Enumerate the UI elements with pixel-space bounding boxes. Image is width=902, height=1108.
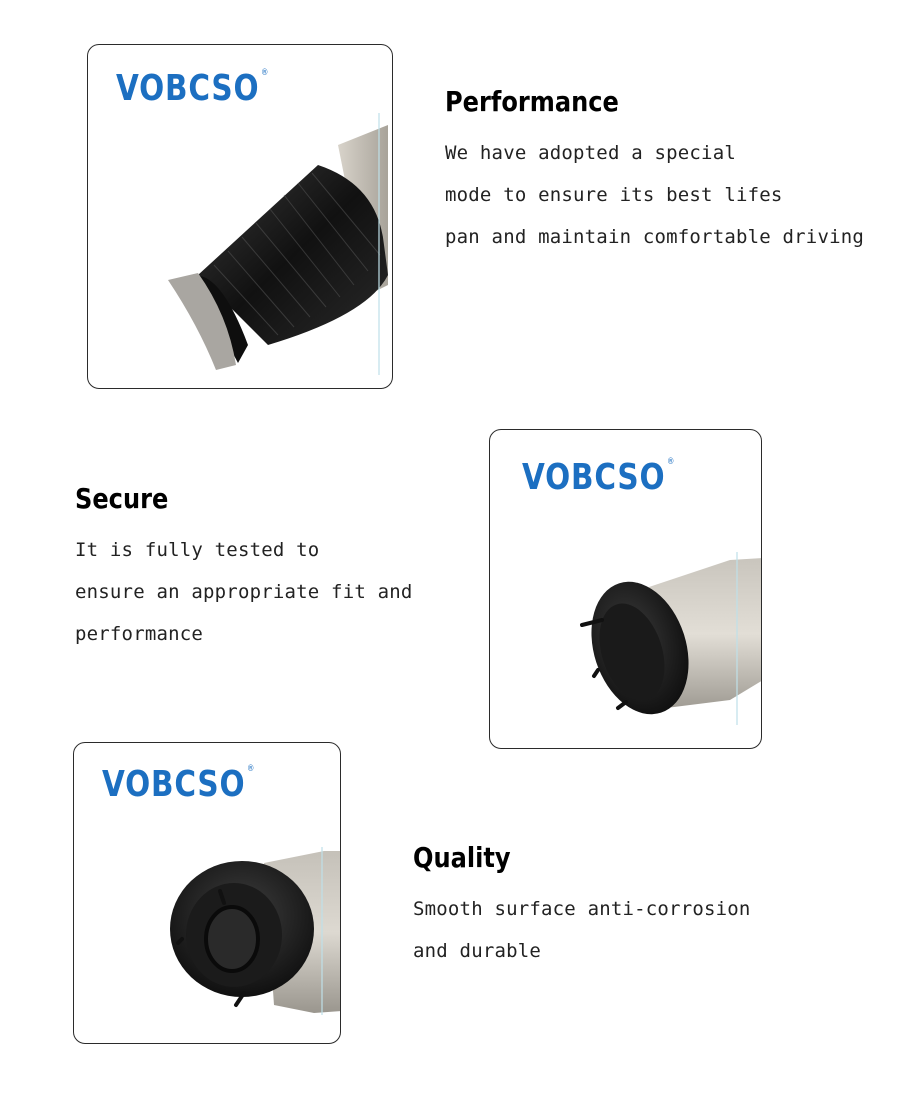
product-image-card-1 [87,44,393,389]
brand-logo: VOBCSO ® [116,68,270,109]
section-heading-secure: Secure [75,482,169,515]
text-line: performance [75,623,204,645]
air-spring-top-mount-front-icon [74,743,341,1044]
text-line: mode to ensure its best lifes [445,184,783,206]
section-heading-quality: Quality [413,841,511,874]
text-line: pan and maintain comfortable driving [445,226,865,248]
brand-logo: VOBCSO ® [522,457,676,498]
text-line: and durable [413,940,542,962]
section-text-secure [75,529,413,655]
product-image-card-3 [73,742,341,1044]
text-line: Smooth surface anti-corrosion [413,898,751,920]
air-spring-bellows-end-icon [88,45,393,389]
text-line: We have adopted a special [445,142,736,164]
text-line: It is fully tested to [75,539,320,561]
air-spring-top-mount-icon [490,430,762,749]
product-image-card-2 [489,429,762,749]
text-line: ensure an appropriate fit and [75,581,413,603]
section-text-performance [445,132,864,258]
section-text-quality [413,888,751,972]
section-heading-performance: Performance [445,85,619,118]
brand-logo: VOBCSO ® [102,764,256,805]
